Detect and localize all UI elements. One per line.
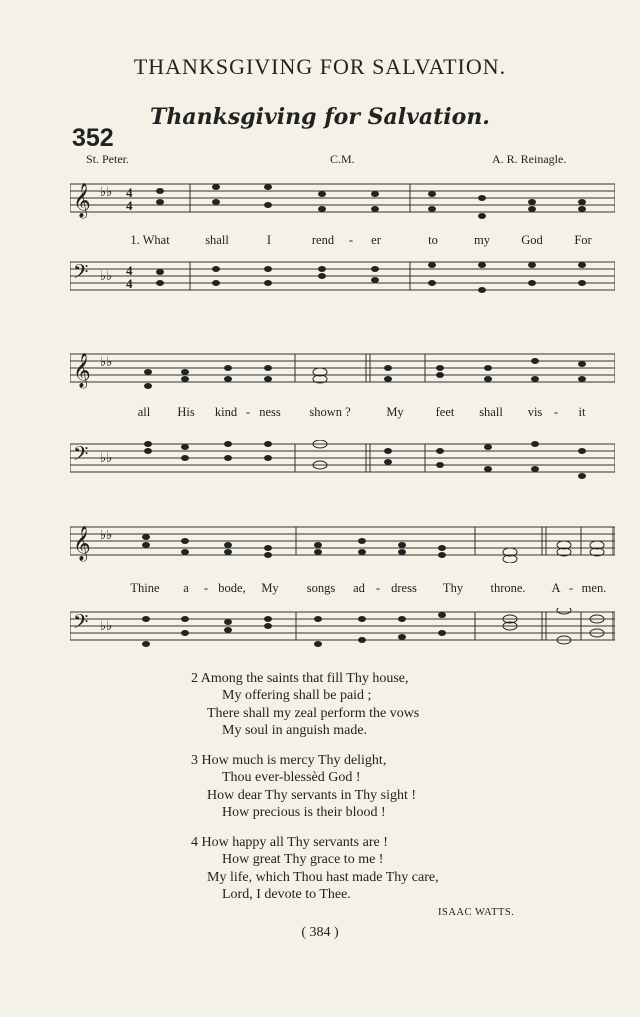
verse-2-line-4: My soul in anguish made. bbox=[222, 723, 368, 738]
bass-clef-icon: 𝄢 bbox=[73, 262, 89, 288]
meter: C.M. bbox=[330, 152, 355, 166]
author: ISAAC WATTS. bbox=[438, 907, 515, 918]
time-signature-icon: 4 bbox=[126, 185, 133, 200]
verse-2-line-1: 2 Among the saints that fill Thy house, bbox=[191, 671, 409, 686]
svg-text:♭♭: ♭♭ bbox=[100, 450, 113, 465]
lyric-syllable: my bbox=[474, 233, 490, 247]
lyric-syllable: - bbox=[375, 581, 381, 595]
verse-4-line-3: My life, which Thou hast made Thy care, bbox=[207, 870, 439, 885]
verse-4-line-4: Lord, I devote to Thee. bbox=[222, 887, 351, 902]
svg-text:4: 4 bbox=[126, 263, 133, 278]
lyric-syllable: all bbox=[137, 405, 151, 419]
composer: A. R. Reinagle. bbox=[492, 152, 567, 166]
lyric-syllable: dress bbox=[391, 581, 417, 595]
section-title: THANKSGIVING FOR SALVATION. bbox=[133, 54, 507, 79]
lyric-syllable: - bbox=[245, 405, 251, 419]
verse-2-line-3: There shall my zeal perform the vows bbox=[207, 706, 420, 721]
treble-staff-system-3 bbox=[70, 523, 615, 563]
lyric-syllable: - bbox=[348, 233, 354, 247]
verse-number: 2 bbox=[191, 671, 198, 686]
lyric-syllable: men. bbox=[581, 581, 607, 595]
lyric-syllable: rend bbox=[311, 233, 335, 247]
svg-text:♭♭: ♭♭ bbox=[100, 527, 113, 542]
svg-text:♭♭: ♭♭ bbox=[100, 184, 113, 199]
lyric-syllable: ness bbox=[259, 405, 281, 419]
hymn-title: Thanksgiving for Salvation. bbox=[150, 104, 490, 130]
lyric-syllable: I bbox=[266, 233, 272, 247]
lyric-syllable: a bbox=[183, 581, 189, 595]
lyric-syllable: Thy bbox=[442, 581, 464, 595]
lyric-line-2 bbox=[0, 405, 640, 421]
lyric-syllable: er bbox=[371, 233, 381, 247]
lyric-syllable: shall bbox=[205, 233, 229, 247]
svg-text:♭♭: ♭♭ bbox=[100, 618, 113, 633]
verse-2-line-2: My offering shall be paid ; bbox=[222, 688, 372, 703]
lyric-syllable: songs bbox=[306, 581, 336, 595]
key-signature-flats-icon: ♭♭ bbox=[100, 268, 113, 283]
lyric-syllable: A bbox=[551, 581, 561, 595]
lyric-syllable: - bbox=[553, 405, 559, 419]
verse-4-line-1: 4 How happy all Thy servants are ! bbox=[191, 835, 388, 850]
treble-clef-icon: 𝄞 bbox=[73, 184, 91, 217]
lyric-syllable: feet bbox=[435, 405, 455, 419]
svg-text:𝄞: 𝄞 bbox=[73, 527, 91, 560]
lyric-syllable: bode, bbox=[218, 581, 246, 595]
treble-staff-system-1 bbox=[70, 180, 615, 220]
lyric-line-1 bbox=[0, 233, 640, 249]
lyric-syllable: ad bbox=[353, 581, 365, 595]
verse-3-line-2: Thou ever-blessèd God ! bbox=[222, 770, 361, 785]
hymn-number: 352 bbox=[72, 124, 114, 152]
lyric-syllable: shown ? bbox=[309, 405, 351, 419]
tune-name: St. Peter. bbox=[86, 152, 130, 166]
bass-staff-system-3 bbox=[70, 608, 615, 648]
verse-3-line-3: How dear Thy servants in Thy sight ! bbox=[207, 788, 417, 803]
lyric-syllable: God bbox=[521, 233, 543, 247]
lyric-syllable: throne. bbox=[490, 581, 526, 595]
svg-text:4: 4 bbox=[126, 198, 133, 213]
bass-staff-system-2 bbox=[70, 440, 615, 480]
verse-number: 4 bbox=[191, 835, 198, 850]
lyric-syllable: My bbox=[261, 581, 279, 595]
svg-text:𝄢: 𝄢 bbox=[73, 444, 89, 470]
verse-number: 3 bbox=[191, 753, 198, 768]
lyric-syllable: 1. What bbox=[130, 233, 170, 247]
svg-text:𝄞: 𝄞 bbox=[73, 354, 91, 387]
page-number: ( 384 ) bbox=[301, 925, 339, 940]
lyric-syllable: shall bbox=[479, 405, 503, 419]
lyric-syllable: Thine bbox=[130, 581, 160, 595]
lyric-syllable: it bbox=[578, 405, 586, 419]
lyric-syllable: - bbox=[203, 581, 209, 595]
verse-4-line-2: How great Thy grace to me ! bbox=[222, 852, 384, 867]
treble-staff-system-2 bbox=[70, 350, 615, 390]
lyric-syllable: kind bbox=[214, 405, 238, 419]
lyric-syllable: My bbox=[386, 405, 404, 419]
lyric-syllable: His bbox=[177, 405, 195, 419]
verse-3-line-4: How precious is their blood ! bbox=[222, 805, 386, 820]
svg-text:4: 4 bbox=[126, 276, 133, 291]
lyric-line-3 bbox=[0, 581, 640, 597]
lyric-syllable: - bbox=[568, 581, 574, 595]
lyric-syllable: vis bbox=[527, 405, 543, 419]
verse-3-line-1: 3 How much is mercy Thy delight, bbox=[191, 753, 387, 768]
svg-text:𝄢: 𝄢 bbox=[73, 612, 89, 638]
svg-text:♭♭: ♭♭ bbox=[100, 354, 113, 369]
lyric-syllable: For bbox=[574, 233, 592, 247]
bass-staff-system-1 bbox=[70, 258, 615, 298]
lyric-syllable: to bbox=[428, 233, 438, 247]
